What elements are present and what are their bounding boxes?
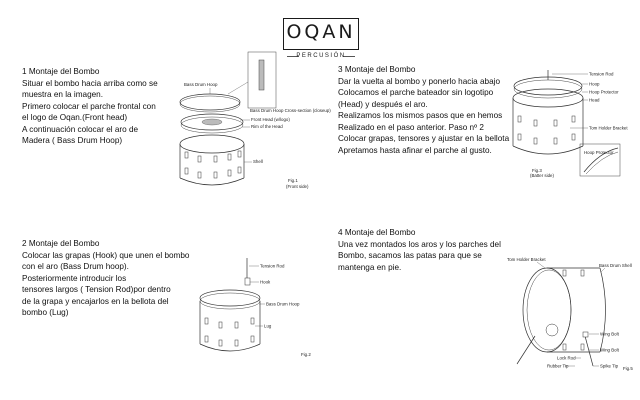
bass-drum-hoop-drawing [200, 290, 260, 306]
instruction-line: Madera ( Bass Drum Hoop) [22, 136, 123, 145]
instruction-line: Una vez montados los aros y los parches del [338, 239, 501, 249]
instruction-line: Apretamos hasta afinar el parche al gusto. [338, 145, 492, 155]
instruction-line: Colocar grapas, tensores y ajustar en la bellota [338, 134, 510, 143]
right-leg-drawing [585, 336, 593, 366]
instruction-line: Posteriormente introducir los [22, 273, 127, 283]
instruction-line: bombo (Lug) [22, 308, 69, 317]
figure-note: (Batter side) [530, 173, 554, 178]
label-lug: Lug [264, 323, 272, 329]
label-spike-tip: Spike Tip [600, 363, 619, 369]
figure-5-drum-with-legs [505, 258, 640, 376]
label-head: Head [589, 97, 600, 103]
instruction-line: Colocamos el parche bateador sin logotipo [338, 88, 494, 97]
bass-drum-shell-drawing [600, 268, 606, 352]
label-front-head: Front Head (w/logo) [251, 117, 290, 122]
section-step-2 [22, 238, 189, 319]
bass-drum-hoop-drawing [180, 94, 240, 110]
label-bass-drum-hoop: Bass Drum Hoop [184, 82, 218, 87]
section-title: 3 Montaje del Bombo [338, 65, 416, 74]
figure-caption: Fig.2 [301, 352, 311, 357]
label-hoop-crosssection: Bass Drum Hoop Cross-section (closeup) [250, 108, 331, 113]
hook-drawing [245, 278, 250, 285]
label-bass-drum-shell: Bass Drum Shell [599, 263, 632, 268]
section-title: 2 Montaje del Bombo [22, 239, 100, 248]
label-hoop-protector: Hoop Protector [589, 89, 619, 95]
figure-1-front-assembly [170, 52, 330, 192]
left-leg-drawing [517, 336, 535, 364]
section-step-1 [22, 66, 158, 147]
logo-tagline: PERCUSIÓN [296, 53, 346, 59]
section-title: 4 Montaje del Bombo [338, 228, 416, 237]
label-wing-bolt-lower: Wing Bolt [600, 347, 619, 353]
label-lock-rod: Lock Rod [557, 355, 576, 361]
label-tom-holder-bracket: Tom Holder Bracket [507, 257, 546, 262]
instruction-line: Realizamos los mismos pasos que en hemos [338, 111, 503, 120]
instruction-line: Colocar las grapas (Hook) que unen el bombo [22, 250, 190, 260]
logo-wordmark: OQAN [286, 21, 356, 43]
figure-2-hook-tension-rod [195, 256, 325, 360]
front-head-logo-mark [202, 119, 222, 125]
label-bass-drum-hoop: Bass Drum Hoop [266, 301, 300, 307]
figure-caption: Fig.1 [288, 178, 298, 183]
label-tom-holder-bracket: Tom Holder Bracket [589, 125, 628, 131]
instruction-line: con el aro (Bass Drum hoop). [22, 262, 129, 271]
figure-3-batter-side [500, 68, 635, 186]
label-wing-bolt-upper: Wing Bolt [600, 331, 619, 337]
instruction-line: Situar el bombo hacia arriba como se [22, 78, 158, 88]
label-rim-of-head: Rim of the Head [251, 124, 283, 129]
instruction-line: tensores largos ( Tension Rod)por dentro [22, 285, 171, 294]
figure-caption: Fig.5 [623, 366, 633, 371]
shell-drawing [180, 135, 244, 153]
instruction-line: muestra en la imagen. [22, 90, 104, 99]
section-title: 1 Montaje del Bombo [22, 67, 100, 76]
instruction-line: mantenga en pie. [338, 262, 402, 272]
instruction-line: Primero colocar el parche frontal con [22, 101, 156, 111]
instruction-line: A continuación colocar el aro de [22, 124, 139, 134]
label-hook: Hook [260, 279, 271, 285]
resonant-port-hole [546, 324, 558, 336]
instruction-line: Realizado en el paso anterior. Paso nº 2 [338, 122, 484, 132]
instruction-line: Dar la vuelta al bombo y ponerlo hacia abajo [338, 76, 501, 86]
instruction-line: Bombo, sacamos las patas para que se [338, 251, 482, 260]
label-hoop: Hoop [589, 81, 600, 87]
label-hoop-protector-closeup: Hoop Protector [584, 150, 614, 155]
section-step-3 [338, 64, 509, 156]
instruction-line: el logo de Oqan.(Front head) [22, 113, 128, 122]
figure-note: (Front side) [286, 184, 309, 189]
label-tension-rod: Tension Rod [260, 263, 285, 269]
label-shell: Shell [253, 159, 263, 164]
label-tension-rod: Tension Rod [589, 71, 614, 77]
section-step-4 [338, 227, 501, 273]
instruction-line: (Head) y después el aro. [338, 99, 428, 109]
figure-caption: Fig.3 [532, 168, 542, 173]
label-rubber-tip: Rubber Tip [547, 363, 569, 369]
instruction-line: de la grapa y encajarlos en la bellota del [22, 296, 169, 306]
